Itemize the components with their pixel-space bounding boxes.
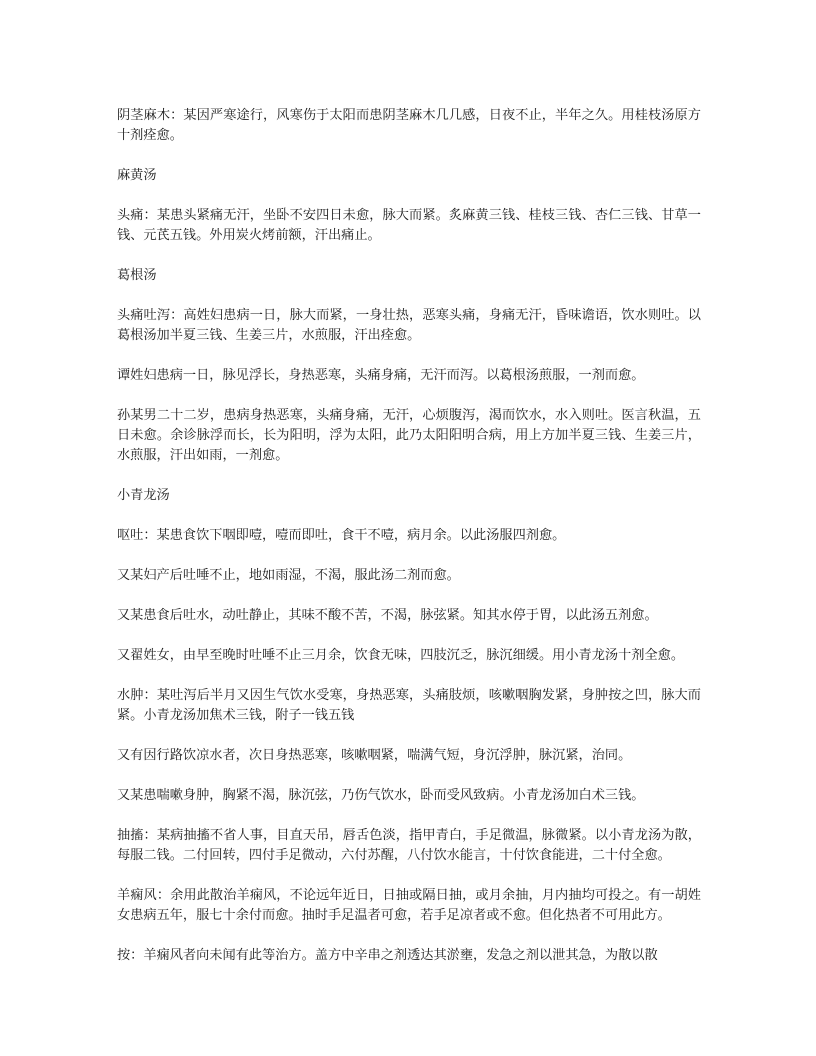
section-heading: 麻黄汤 (117, 168, 157, 183)
paragraph: 谭姓妇患病一日，脉见浮长，身热恶寒，头痛身痛，无汗而泻。以葛根汤煎服，一剂而愈。 (117, 368, 645, 383)
document-page (117, 106, 701, 986)
section-heading: 葛根汤 (117, 268, 157, 283)
paragraph: 水肿：某吐泻后半月又因生气饮水受寒，身热恶寒，头痛肢烦，咳嗽咽胸发紧，身肿按之凹，脉大而紧。小青龙汤加焦术三钱，附子一钱五钱 (117, 688, 701, 723)
paragraph: 又某患食后吐水，动吐静止，其味不酸不苦，不渴，脉弦紧。知其水停于胃，以此汤五剂愈。 (117, 608, 658, 623)
paragraph: 又翟姓女，由早至晚时吐唾不止三月余，饮食无味，四肢沉乏，脉沉细缓。用小青龙汤十剂全愈。 (117, 648, 685, 663)
paragraph: 羊痫风：余用此散治羊痫风，不论远年近日，日抽或隔日抽，或月余抽，月内抽均可投之。有一胡姓女患病五年，服七十余付而愈。抽时手足温者可愈，若手足凉者或不愈。但化热者不可用此方。 (117, 888, 701, 923)
paragraph: 又有因行路饮凉水者，次日身热恶寒，咳嗽咽紧，喘满气短，身沉浮肿，脉沉紧，治同。 (117, 748, 632, 763)
paragraph: 呕吐：某患食饮下咽即噎，噎而即吐，食干不噎，病月余。以此汤服四剂愈。 (117, 528, 566, 543)
paragraph: 按：羊痫风者向未闻有此等治方。盖方中辛串之剂透达其淤壅，发急之剂以泄其急，为散以散 (117, 948, 658, 963)
paragraph: 又某患喘嗽身肿，胸紧不渴，脉沉弦，乃伤气饮水，卧而受风致病。小青龙汤加白术三钱。 (117, 788, 645, 803)
section-heading: 小青龙汤 (117, 488, 170, 503)
paragraph: 又某妇产后吐唾不止，地如雨湿，不渴，服此汤二剂而愈。 (117, 568, 460, 583)
paragraph: 抽搐：某病抽搐不省人事，目直天吊，唇舌色淡，指甲青白，手足微温，脉微紧。以小青龙汤为散，每服二钱。二付回转，四付手足微动，六付苏醒，八付饮水能言，十付饮食能进，二十付全愈。 (117, 828, 701, 863)
paragraph: 阴茎麻木：某因严寒途行，风寒伤于太阳而患阴茎麻木几几感，日夜不止，半年之久。用桂枝汤原方十剂痊愈。 (117, 108, 701, 143)
paragraph: 孙某男二十二岁，患病身热恶寒，头痛身痛，无汗，心烦腹泻，渴而饮水，水入则吐。医言秋温，五日未愈。余诊脉浮而长，长为阳明，浮为太阳，此乃太阳阳明合病，用上方加半夏三钱、生姜三片，水煎服，汗出如雨，一剂愈。 (117, 408, 701, 463)
paragraph: 头痛吐泻：高姓妇患病一日，脉大而紧，一身壮热，恶寒头痛，身痛无汗，昏味谵语，饮水则吐。以葛根汤加半夏三钱、生姜三片，水煎服，汗出痊愈。 (117, 308, 701, 343)
paragraph: 头痛：某患头紧痛无汗，坐卧不安四日未愈，脉大而紧。炙麻黄三钱、桂枝三钱、杏仁三钱、甘草一钱、元芪五钱。外用炭火烤前额，汗出痛止。 (117, 208, 701, 243)
